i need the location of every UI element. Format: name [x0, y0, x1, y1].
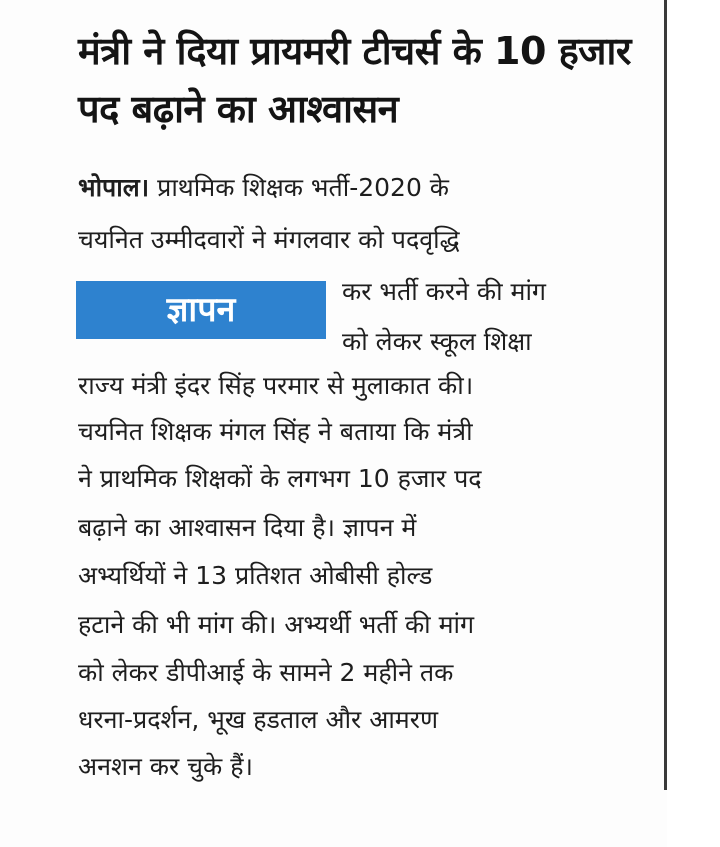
dateline: भोपाल।	[78, 173, 150, 202]
body-line-5: राज्य मंत्री इंदर सिंह परमार से मुलाकात की।	[78, 371, 474, 400]
badge-label: ज्ञापन	[166, 290, 236, 330]
body-line-3: कर भर्ती करने की मांग	[342, 277, 546, 306]
body-line-13: अनशन कर चुके हैं।	[78, 752, 253, 781]
body-line-9: अभ्यर्थियों ने 13 प्रतिशत ओबीसी होल्ड	[78, 561, 433, 590]
body-line-1	[78, 168, 449, 208]
body-line-8: बढ़ाने का आश्वासन दिया है। ज्ञापन में	[78, 513, 417, 542]
body-line-2: चयनित उम्मीदवारों ने मंगलवार को पदवृद्धि	[78, 225, 460, 254]
body-line-6: चयनित शिक्षक मंगल सिंह ने बताया कि मंत्री	[78, 417, 473, 446]
body-line-11: को लेकर डीपीआई के सामने 2 महीने तक	[78, 658, 454, 687]
body-line-10: हटाने की भी मांग की। अभ्यर्थी भर्ती की मांग	[78, 610, 475, 639]
headline: मंत्री ने दिया प्रायमरी टीचर्स के 10 हजार पद बढ़ाने का आश्वासन	[78, 29, 631, 131]
margin-strip	[667, 0, 720, 847]
body-line-12: धरना-प्रदर्शन, भूख हडताल और आमरण	[78, 705, 439, 734]
body-line-7: ने प्राथमिक शिक्षकों के लगभग 10 हजार पद	[78, 464, 482, 493]
body-line-1-text: प्राथमिक शिक्षक भर्ती-2020 के	[157, 173, 449, 202]
body-line-4: को लेकर स्कूल शिक्षा	[342, 327, 532, 356]
section-badge	[76, 281, 326, 339]
